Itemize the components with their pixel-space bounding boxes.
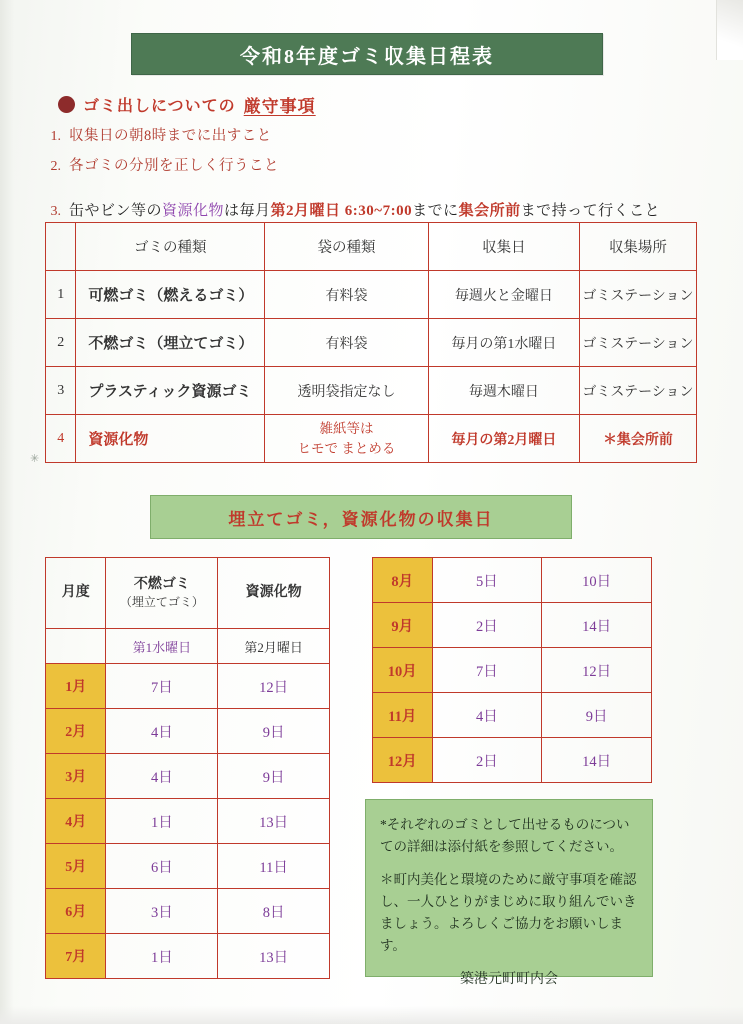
cell-noncombustible-date: 7日 xyxy=(106,664,218,709)
table-row-resources xyxy=(46,415,697,463)
header-noncombustible-main: 不燃ゴミ xyxy=(133,576,190,592)
schedule-table-first-half xyxy=(45,557,330,979)
rules-list xyxy=(35,124,695,229)
cell-noncombustible-date: 6日 xyxy=(106,844,218,889)
schedule-row xyxy=(46,844,330,889)
stray-mark: ✳ xyxy=(30,453,40,465)
rule3-part1: 缶やビン等の xyxy=(69,203,163,219)
cell-kind: 資源化物 xyxy=(76,415,265,463)
cell-place: ゴミステーション xyxy=(579,271,696,319)
rule3-part3: は毎月 xyxy=(224,203,271,219)
cell-no: 2 xyxy=(46,319,76,367)
cell-no: 3 xyxy=(46,367,76,415)
notice-label-underlined: 厳守事項 xyxy=(243,97,316,116)
schedule-row xyxy=(373,648,652,693)
cell-noncombustible-date: 1日 xyxy=(106,934,218,979)
rule-number: 3. xyxy=(50,204,61,219)
schedule-row xyxy=(373,693,652,738)
rule-item-collection-point xyxy=(35,199,695,220)
rule-item xyxy=(35,154,695,175)
schedule-header-row xyxy=(46,558,330,629)
note-signature: 築港元町町内会 xyxy=(460,971,558,987)
page-edge-shadow-left xyxy=(0,0,14,1024)
cell-no: 4 xyxy=(46,415,76,463)
cell-resources-date: 9日 xyxy=(218,709,330,754)
schedule-row xyxy=(46,799,330,844)
header-place: 収集場所 xyxy=(579,223,696,271)
cell-no: 1 xyxy=(46,271,76,319)
cell-kind: 可燃ゴミ（燃えるゴミ） xyxy=(76,271,265,319)
schedule-row xyxy=(46,889,330,934)
schedule-row xyxy=(46,664,330,709)
rule3-part5: までに xyxy=(412,203,459,219)
cell-month: 11月 xyxy=(373,693,433,738)
cell-month: 12月 xyxy=(373,738,433,783)
schedule-row xyxy=(46,934,330,979)
rule-text xyxy=(69,199,660,220)
table-header-row xyxy=(46,223,697,271)
notice-heading xyxy=(58,92,316,117)
header-no xyxy=(46,223,76,271)
schedule-subheader-row xyxy=(46,629,330,664)
cell-day: 毎週木曜日 xyxy=(428,367,579,415)
notes-box xyxy=(365,799,653,987)
header-month: 月度 xyxy=(46,558,106,629)
rule-number: 1. xyxy=(50,129,61,144)
cell-resources-date: 14日 xyxy=(542,738,652,783)
table-row xyxy=(46,271,697,319)
cell-noncombustible-date: 3日 xyxy=(106,889,218,934)
schedule-row xyxy=(373,738,652,783)
cell-bag-line1: 雑紙等は xyxy=(319,420,374,436)
cell-bag: 有料袋 xyxy=(265,319,429,367)
schedule-row xyxy=(46,754,330,799)
cell-month: 10月 xyxy=(373,648,433,693)
cell-place: ＊集会所前 xyxy=(579,415,696,463)
schedule-section-banner xyxy=(150,495,572,539)
rule-number: 2. xyxy=(50,159,61,174)
header-noncombustible xyxy=(106,558,218,629)
page-edge-shadow-bottom xyxy=(0,1006,743,1024)
cell-resources-date: 14日 xyxy=(542,603,652,648)
schedule-row xyxy=(373,603,652,648)
subheader-resources-day: 第2月曜日 xyxy=(218,629,330,664)
rule-text: 各ゴミの分別を正しく行うこと xyxy=(69,158,279,174)
rule-item xyxy=(35,124,695,145)
rule3-part6: 集会所前 xyxy=(458,203,521,219)
page-title: 令和8年度ゴミ収集日程表 xyxy=(240,45,494,68)
cell-month: 8月 xyxy=(373,558,433,603)
cell-bag: 透明袋指定なし xyxy=(265,367,429,415)
cell-noncombustible-date: 4日 xyxy=(432,693,542,738)
cell-noncombustible-date: 2日 xyxy=(432,603,542,648)
garbage-types-table xyxy=(45,222,697,463)
cell-month: 2月 xyxy=(46,709,106,754)
rule3-part7: まで持って行くこと xyxy=(520,203,661,219)
schedule-table-second-half xyxy=(372,557,652,783)
rule3-part2: 資源化物 xyxy=(162,203,225,219)
schedule-row xyxy=(46,709,330,754)
subheader-blank xyxy=(46,629,106,664)
cell-kind: プラスティック資源ゴミ xyxy=(76,367,265,415)
cell-resources-date: 8日 xyxy=(218,889,330,934)
cell-day: 毎月の第2月曜日 xyxy=(428,415,579,463)
cell-month: 6月 xyxy=(46,889,106,934)
cell-noncombustible-date: 7日 xyxy=(432,648,542,693)
cell-noncombustible-date: 4日 xyxy=(106,754,218,799)
cell-month: 7月 xyxy=(46,934,106,979)
cell-bag-line2: ヒモで まとめる xyxy=(297,440,396,456)
cell-resources-date: 9日 xyxy=(542,693,652,738)
cell-month: 3月 xyxy=(46,754,106,799)
note-paragraph-2: ＊町内美化と環境のために厳守事項を確認し、一人ひとりがまじめに取り組んでいきましょう。よろしくご協力をお願いします。 xyxy=(380,871,637,954)
cell-noncombustible-date: 5日 xyxy=(432,558,542,603)
header-resources: 資源化物 xyxy=(218,558,330,629)
red-circle-icon xyxy=(58,96,75,113)
subheader-noncombustible-day: 第1水曜日 xyxy=(106,629,218,664)
note-paragraph-1: *それぞれのゴミとして出せるものについての詳細は添付紙を参照してください。 xyxy=(380,817,630,855)
cell-noncombustible-date: 1日 xyxy=(106,799,218,844)
rule3-part4: 第2月曜日 6:30~7:00 xyxy=(270,203,413,219)
document-title-banner xyxy=(131,33,603,75)
schedule-section-title: 埋立てゴミ，資源化物の収集日 xyxy=(228,509,494,529)
table-row xyxy=(46,367,697,415)
header-noncombustible-sub: （埋立てゴミ） xyxy=(119,595,204,610)
cell-resources-date: 9日 xyxy=(218,754,330,799)
cell-resources-date: 10日 xyxy=(542,558,652,603)
cell-bag xyxy=(265,415,429,463)
cell-day: 毎月の第1水曜日 xyxy=(428,319,579,367)
rule-text: 収集日の朝8時までに出すこと xyxy=(69,128,272,144)
schedule-row xyxy=(373,558,652,603)
cell-resources-date: 11日 xyxy=(218,844,330,889)
cell-day: 毎週火と金曜日 xyxy=(428,271,579,319)
header-day: 収集日 xyxy=(428,223,579,271)
cell-month: 1月 xyxy=(46,664,106,709)
cell-place: ゴミステーション xyxy=(579,367,696,415)
cell-resources-date: 12日 xyxy=(218,664,330,709)
notice-label-normal: ゴミ出しについての xyxy=(83,98,236,115)
cell-noncombustible-date: 2日 xyxy=(432,738,542,783)
header-bag: 袋の種類 xyxy=(265,223,429,271)
cell-resources-date: 13日 xyxy=(218,799,330,844)
cell-month: 5月 xyxy=(46,844,106,889)
page-corner-fold xyxy=(716,0,743,60)
cell-place: ゴミステーション xyxy=(579,319,696,367)
table-row xyxy=(46,319,697,367)
cell-resources-date: 13日 xyxy=(218,934,330,979)
cell-month: 4月 xyxy=(46,799,106,844)
cell-month: 9月 xyxy=(373,603,433,648)
cell-kind: 不燃ゴミ（埋立てゴミ） xyxy=(76,319,265,367)
cell-noncombustible-date: 4日 xyxy=(106,709,218,754)
cell-bag: 有料袋 xyxy=(265,271,429,319)
cell-resources-date: 12日 xyxy=(542,648,652,693)
header-kind: ゴミの種類 xyxy=(76,223,265,271)
